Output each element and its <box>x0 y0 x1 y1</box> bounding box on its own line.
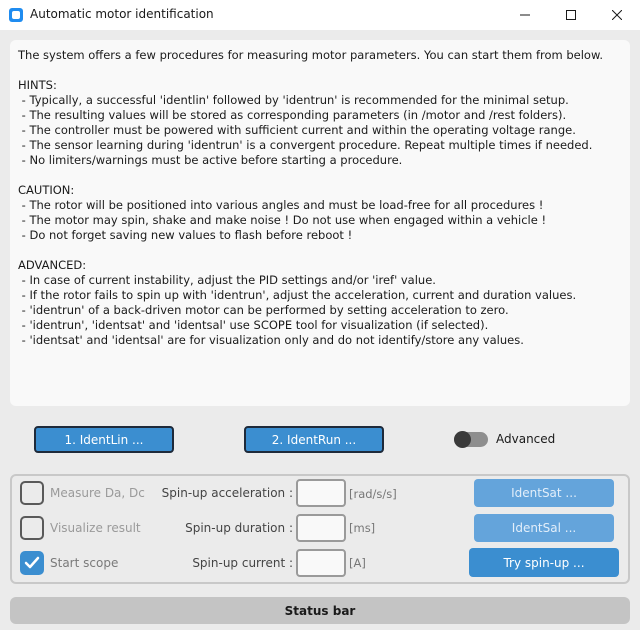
visualize-result-checkbox[interactable] <box>20 516 44 540</box>
close-button[interactable] <box>594 0 640 30</box>
close-icon <box>612 10 622 20</box>
advanced-switch[interactable] <box>454 432 488 447</box>
spinup-duration-input[interactable] <box>296 514 346 542</box>
info-line: - Typically, a successful 'identlin' followed by 'identrun' is recommended for the minimal setup. <box>18 93 569 107</box>
try-spinup-button[interactable]: Try spin-up ... <box>469 548 619 577</box>
maximize-button[interactable] <box>548 0 594 30</box>
spinup-current-label: Spin-up current : <box>192 556 293 570</box>
switch-knob <box>454 431 471 448</box>
info-line: - In case of current instability, adjust the PID settings and/or 'iref' value. <box>18 273 436 287</box>
measure-da-dc-label: Measure Da, Dc <box>50 486 145 500</box>
info-line: - 'identrun', 'identsat' and 'identsal' use SCOPE tool for visualization (if selected). <box>18 318 489 332</box>
info-line <box>18 63 622 78</box>
info-line: - Do not forget saving new values to flash before reboot ! <box>18 228 353 242</box>
identrun-button[interactable]: 2. IdentRun ... <box>244 426 384 453</box>
measure-da-dc-checkbox[interactable] <box>20 481 44 505</box>
spinup-current-unit: [A] <box>349 556 366 570</box>
minimize-icon <box>520 10 530 20</box>
visualize-result-label: Visualize result <box>50 521 141 535</box>
identlin-button[interactable]: 1. IdentLin ... <box>34 426 174 453</box>
info-line: The system offers a few procedures for measuring motor parameters. You can start them from below. <box>18 48 603 62</box>
checkmark-icon <box>24 556 40 570</box>
identsat-button[interactable]: IdentSat ... <box>474 479 614 507</box>
info-line: - 'identrun' of a back-driven motor can be performed by setting acceleration to zero. <box>18 303 509 317</box>
advanced-switch-label: Advanced <box>496 432 556 446</box>
spinup-duration-unit: [ms] <box>349 521 376 535</box>
info-line: - The resulting values will be stored as corresponding parameters (in /motor and /rest folders). <box>18 108 567 122</box>
minimize-button[interactable] <box>502 0 548 30</box>
app-icon <box>9 8 23 22</box>
spinup-acceleration-unit: [rad/s/s] <box>349 487 397 501</box>
spinup-duration-label: Spin-up duration : <box>185 521 293 535</box>
info-line: - No limiters/warnings must be active before starting a procedure. <box>18 153 403 167</box>
start-scope-label: Start scope <box>50 556 119 570</box>
spinup-acceleration-input[interactable] <box>296 479 346 507</box>
spinup-current-input[interactable] <box>296 549 346 577</box>
info-line: - The sensor learning during 'identrun' is a convergent procedure. Repeat multiple times if needed. <box>18 138 593 152</box>
info-line: ADVANCED: <box>18 258 87 272</box>
info-text-panel <box>10 40 630 406</box>
status-bar: Status bar <box>10 597 630 624</box>
info-line <box>18 243 622 258</box>
info-line: - If the rotor fails to spin up with 'identrun', adjust the acceleration, current and duration values. <box>18 288 577 302</box>
info-line: - 'identsat' and 'identsal' are for visualization only and do not identify/store any values. <box>18 333 524 347</box>
window-title: Automatic motor identification <box>30 7 214 21</box>
info-line <box>18 168 622 183</box>
info-line: - The rotor will be positioned into various angles and must be load-free for all procedures ! <box>18 198 544 212</box>
info-line: HINTS: <box>18 78 57 92</box>
title-bar <box>0 0 640 30</box>
info-line: CAUTION: <box>18 183 75 197</box>
info-line: - The motor may spin, shake and make noise ! Do not use when engaged within a vehicle ! <box>18 213 547 227</box>
maximize-icon <box>566 10 576 20</box>
info-line: - The controller must be powered with sufficient current and within the operating voltage range. <box>18 123 576 137</box>
spinup-acceleration-label: Spin-up acceleration : <box>161 486 293 500</box>
start-scope-checkbox[interactable] <box>20 551 44 575</box>
identsal-button[interactable]: IdentSal ... <box>474 514 614 542</box>
